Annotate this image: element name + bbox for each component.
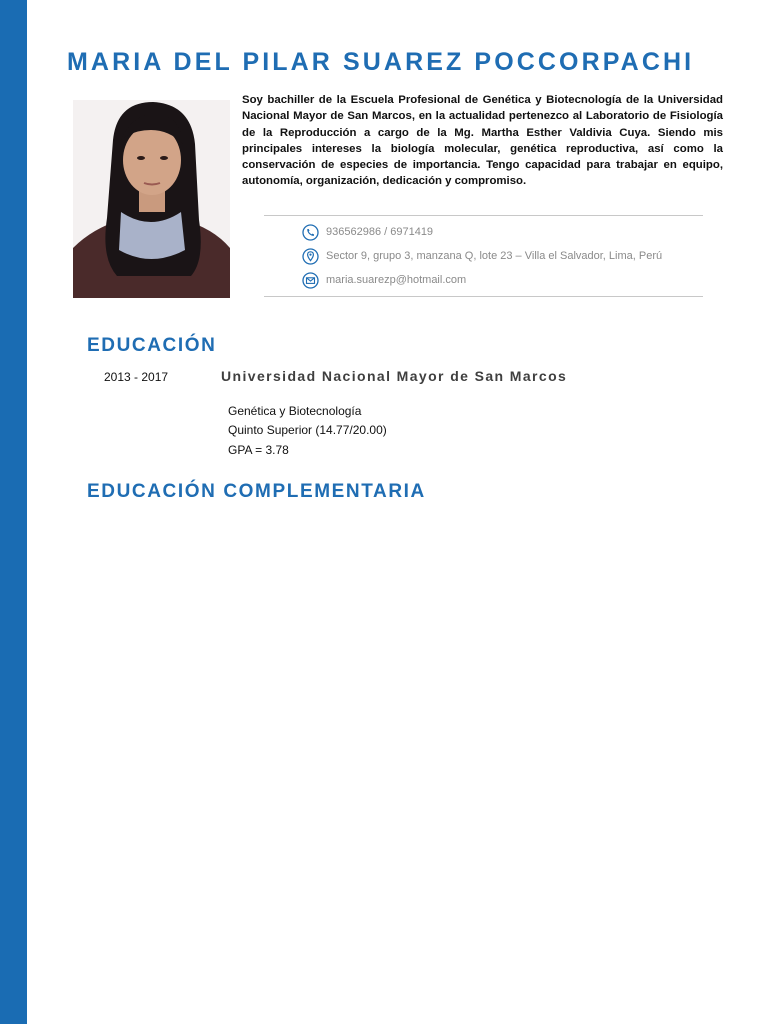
complementary-education-heading: EDUCACIÓN COMPLEMENTARIA xyxy=(87,481,426,502)
phone-icon xyxy=(302,224,319,241)
email-address[interactable]: maria.suarezp@hotmail.com xyxy=(326,274,467,286)
portrait-photo-icon xyxy=(73,100,230,298)
candidate-name: MARIA DEL PILAR SUAREZ POCCORPACHI xyxy=(67,48,695,76)
location-pin-icon xyxy=(302,248,319,265)
left-accent-bar xyxy=(0,0,27,1024)
education-school: Universidad Nacional Mayor de San Marcos xyxy=(221,368,568,384)
address-text: Sector 9, grupo 3, manzana Q, lote 23 – Villa el Salvador, Lima, Perú xyxy=(326,250,663,262)
education-rank: Quinto Superior (14.77/20.00) xyxy=(228,423,387,437)
mail-icon xyxy=(302,272,319,289)
contact-divider-bottom xyxy=(264,296,703,297)
contact-email xyxy=(302,271,466,289)
education-degree: Genética y Biotecnología xyxy=(228,404,362,418)
profile-summary: Soy bachiller de la Escuela Profesional de Genética y Biotecnología de la Universidad Nacional Mayor de San Marcos, en la actualidad pertenezco al Laboratorio de Fisiología de la Reproducción a cargo de la Mg. Martha Esther Valdivia Cuya. Siendo mis principales intereses la biología molecular, genética reproductiva, así como la conservación de especies de importancia. Tengo capacidad para trabajar en equipo, autonomía, organización, dedicación y compromiso. xyxy=(242,94,723,188)
profile-photo xyxy=(73,100,230,298)
phone-number: 936562986 / 6971419 xyxy=(326,226,434,238)
contact-address xyxy=(302,247,662,265)
contact-phone xyxy=(302,223,433,241)
education-years: 2013 - 2017 xyxy=(104,370,169,384)
education-gpa: GPA = 3.78 xyxy=(228,443,289,457)
education-heading: EDUCACIÓN xyxy=(87,335,217,356)
contact-divider-top xyxy=(264,215,703,216)
